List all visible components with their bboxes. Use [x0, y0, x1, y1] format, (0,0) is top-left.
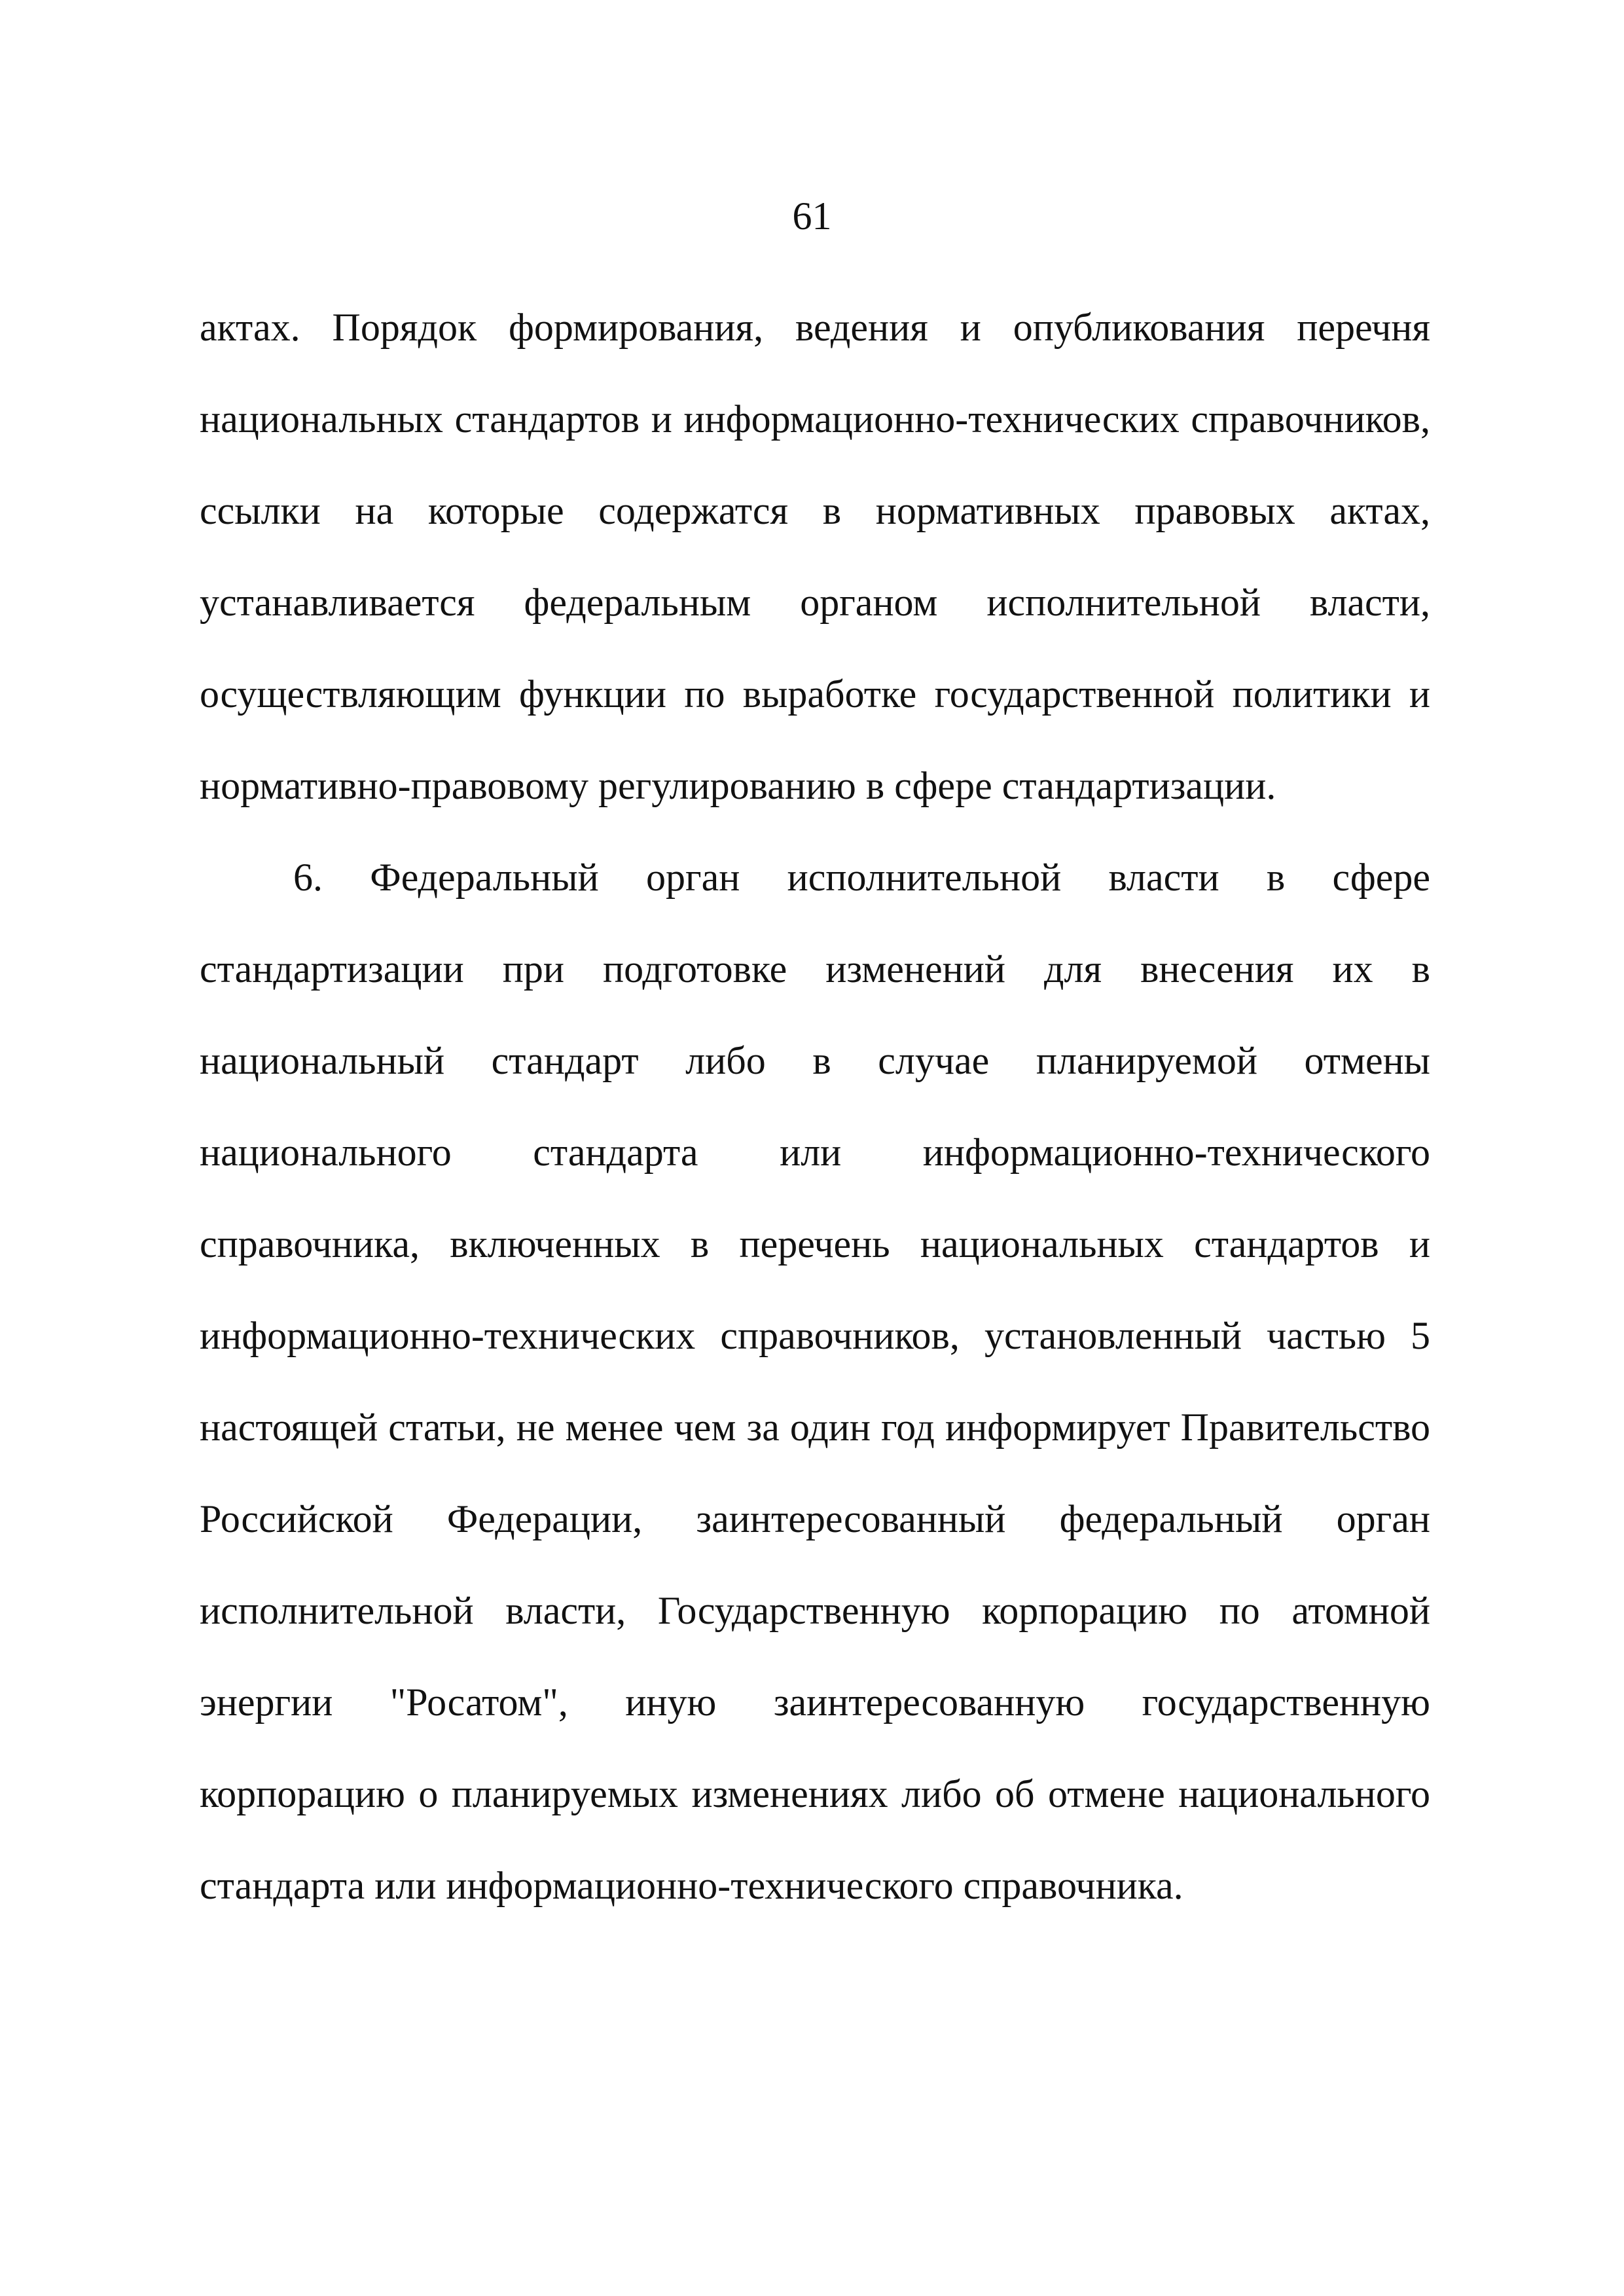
body-text	[200, 282, 1430, 1931]
paragraph-item-6: 6. Федеральный орган исполнительной власти в сфере стандартизации при подготовке изменений для внесения их в национальный стандарт либо в случае планируемой отмены национального стандарта или информационно-технического справочника, включенных в перечень национальных стандартов и информационно-технических справочников, установленный частью 5 настоящей статьи, не менее чем за один год информирует Правительство Российской Федерации, заинтересованный федеральный орган исполнительной власти, Государственную корпорацию по атомной энергии "Росатом", иную заинтересованную государственную корпорацию о планируемых изменениях либо об отмене национального стандарта или информационно-технического справочника.	[200, 856, 1430, 1907]
paragraph-continuation: актах. Порядок формирования, ведения и опубликования перечня национальных стандартов и информационно-технических справочников, ссылки на которые содержатся в нормативных правовых актах, устанавливается федеральным органом исполнительной власти, осуществляющим функции по выработке государственной политики и нормативно-правовому регулированию в сфере стандартизации.	[200, 306, 1430, 807]
page-number: 61	[792, 194, 832, 238]
